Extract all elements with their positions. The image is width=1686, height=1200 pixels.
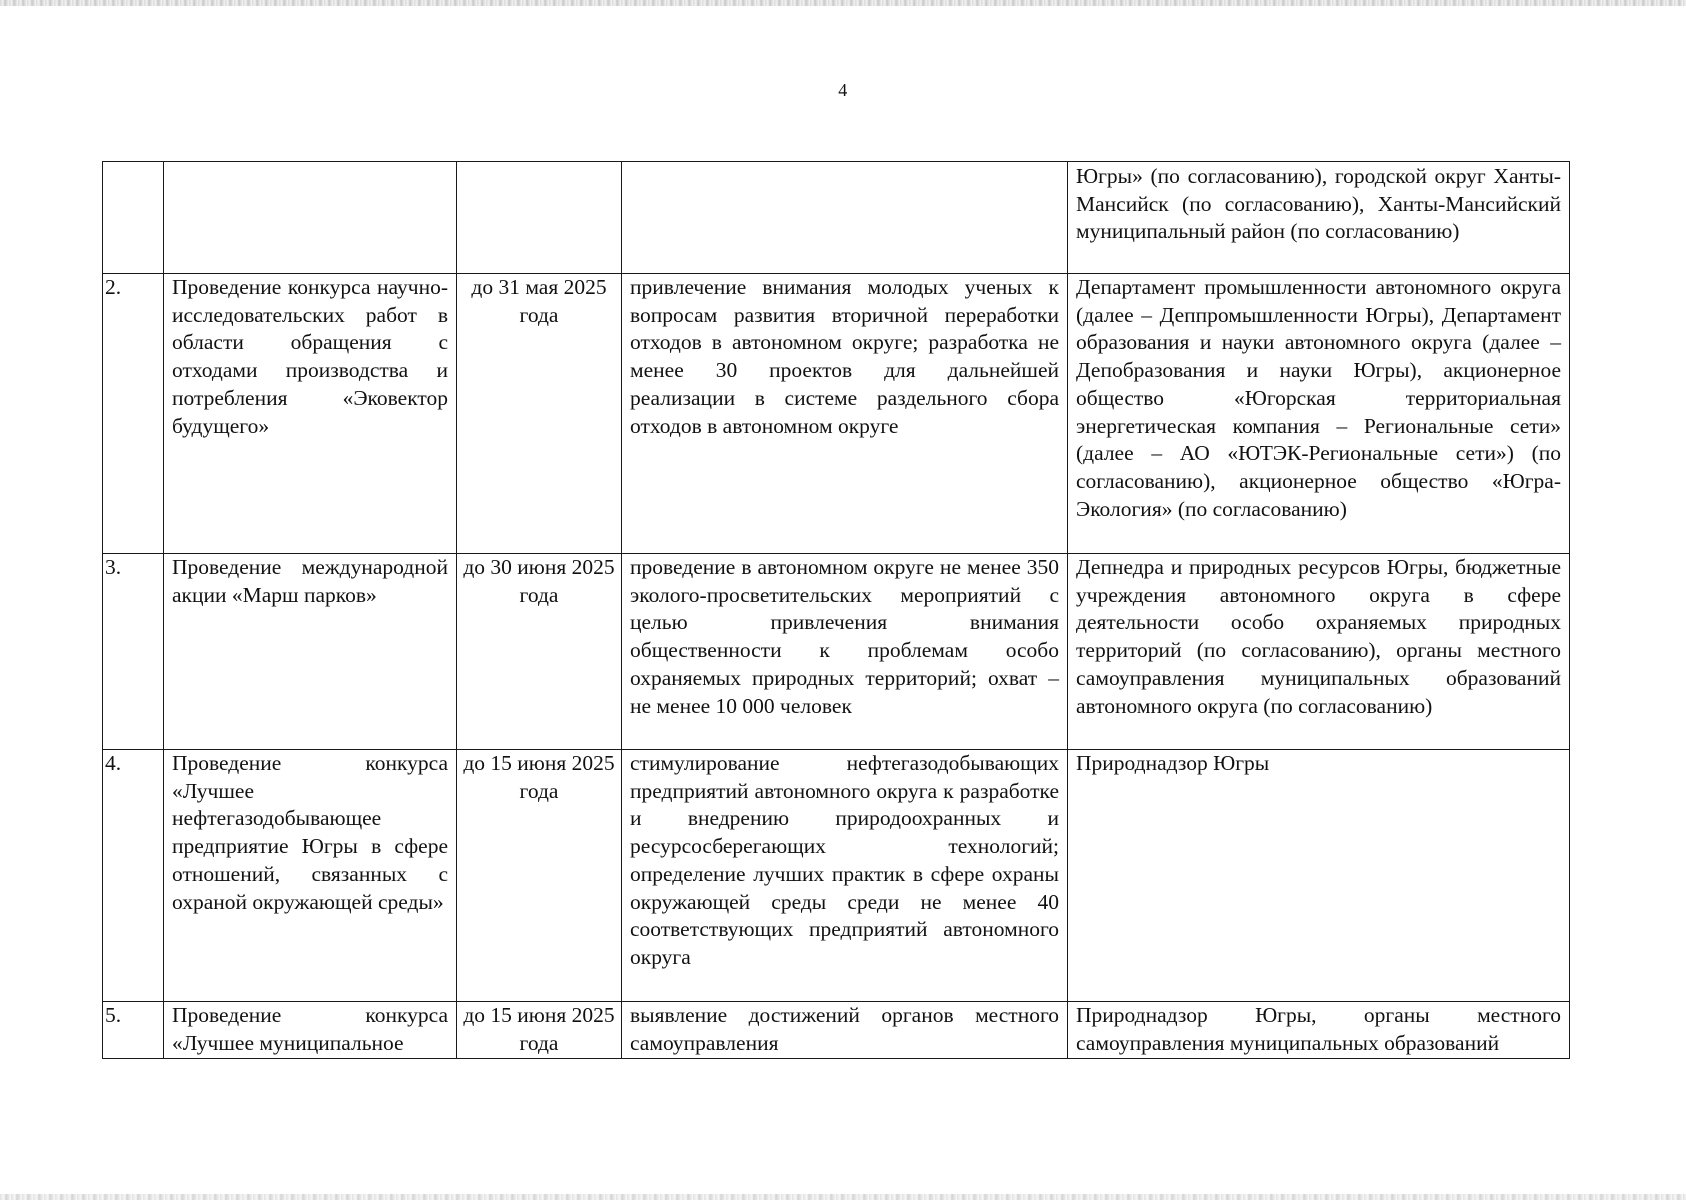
row-number-text: 5. [105, 1003, 122, 1027]
table-row [103, 554, 1570, 750]
result-cell: привлечение внимания молодых ученых к вопросам развития вторичной переработки отходов в автономном округе; разработка не менее 30 проектов для дальнейшей реализации в системе раздельного сбора отходов в автономном округе [622, 274, 1068, 554]
row-number: 4. [103, 750, 164, 1002]
event-cell: Проведение конкурса «Лучшее нефтегазодобывающее предприятие Югры в сфере отношений, связанных с охраной окружающей среды» [164, 750, 457, 1002]
table-row [103, 274, 1570, 554]
deadline-cell: до 15 июня 2025 года [457, 750, 622, 1002]
row-number [103, 1002, 164, 1059]
row-number [103, 162, 164, 274]
table-row [103, 1002, 1570, 1059]
executors-text: Природнадзор Югры, органы местного самоуправления муниципальных образований [1076, 1003, 1561, 1055]
executors-cell: Природнадзор Югры [1068, 750, 1570, 1002]
scan-edge-bottom [0, 1194, 1686, 1200]
event-cell: Проведение международной акции «Марш парков» [164, 554, 457, 750]
executors-cell [1068, 1002, 1570, 1059]
table-row [103, 750, 1570, 1002]
deadline-cell: до 31 мая 2025 года [457, 274, 622, 554]
events-table [102, 161, 1570, 1059]
row-number: 2. [103, 274, 164, 554]
row-number: 3. [103, 554, 164, 750]
scan-edge-top [0, 0, 1686, 6]
executors-cell: Югры» (по согласованию), городской округ Ханты-Мансийск (по согласованию), Ханты-Мансийский муниципальный район (по согласованию) [1068, 162, 1570, 274]
result-cell: стимулирование нефтегазодобывающих предприятий автономного округа к разработке и внедрению природоохранных и ресурсосберегающих технологий; определение лучших практик в сфере охраны окружающей среды среди не менее 40 соответствующих предприятий автономного округа [622, 750, 1068, 1002]
page-number: 4 [838, 80, 848, 100]
table-row [103, 162, 1570, 274]
result-text: выявление достижений органов местного самоуправления [630, 1003, 1059, 1055]
executors-cell: Депнедра и природных ресурсов Югры, бюджетные учреждения автономного округа в сфере деятельности особо охраняемых природных территорий (по согласованию), органы местного самоуправления муниципальных образований автономного округа (по согласованию) [1068, 554, 1570, 750]
deadline-cell [457, 162, 622, 274]
event-text: Проведение конкурса «Лучшее муниципальное [172, 1003, 448, 1055]
deadline-text: до 15 июня 2025 года [463, 1003, 615, 1055]
event-cell: Проведение конкурса научно-исследовательских работ в области обращения с отходами производства и потребления «Эковектор будущего» [164, 274, 457, 554]
result-cell [622, 162, 1068, 274]
result-cell: проведение в автономном округе не менее 350 эколого-просветительских мероприятий с целью привлечения внимания общественности к проблемам особо охраняемых природных территорий; охват – не менее 10 000 человек [622, 554, 1068, 750]
executors-cell: Департамент промышленности автономного округа (далее – Деппромышленности Югры), Департамент образования и науки автономного округа (далее – Депобразования и науки Югры), акционерное общество «Югорская территориальная энергетическая компания – Региональные сети» (далее – АО «ЮТЭК-Региональные сети») (по согласованию), акционерное общество «Югра-Экология» (по согласованию) [1068, 274, 1570, 554]
deadline-cell: до 30 июня 2025 года [457, 554, 622, 750]
deadline-cell [457, 1002, 622, 1059]
result-cell [622, 1002, 1068, 1059]
event-cell [164, 162, 457, 274]
event-cell [164, 1002, 457, 1059]
